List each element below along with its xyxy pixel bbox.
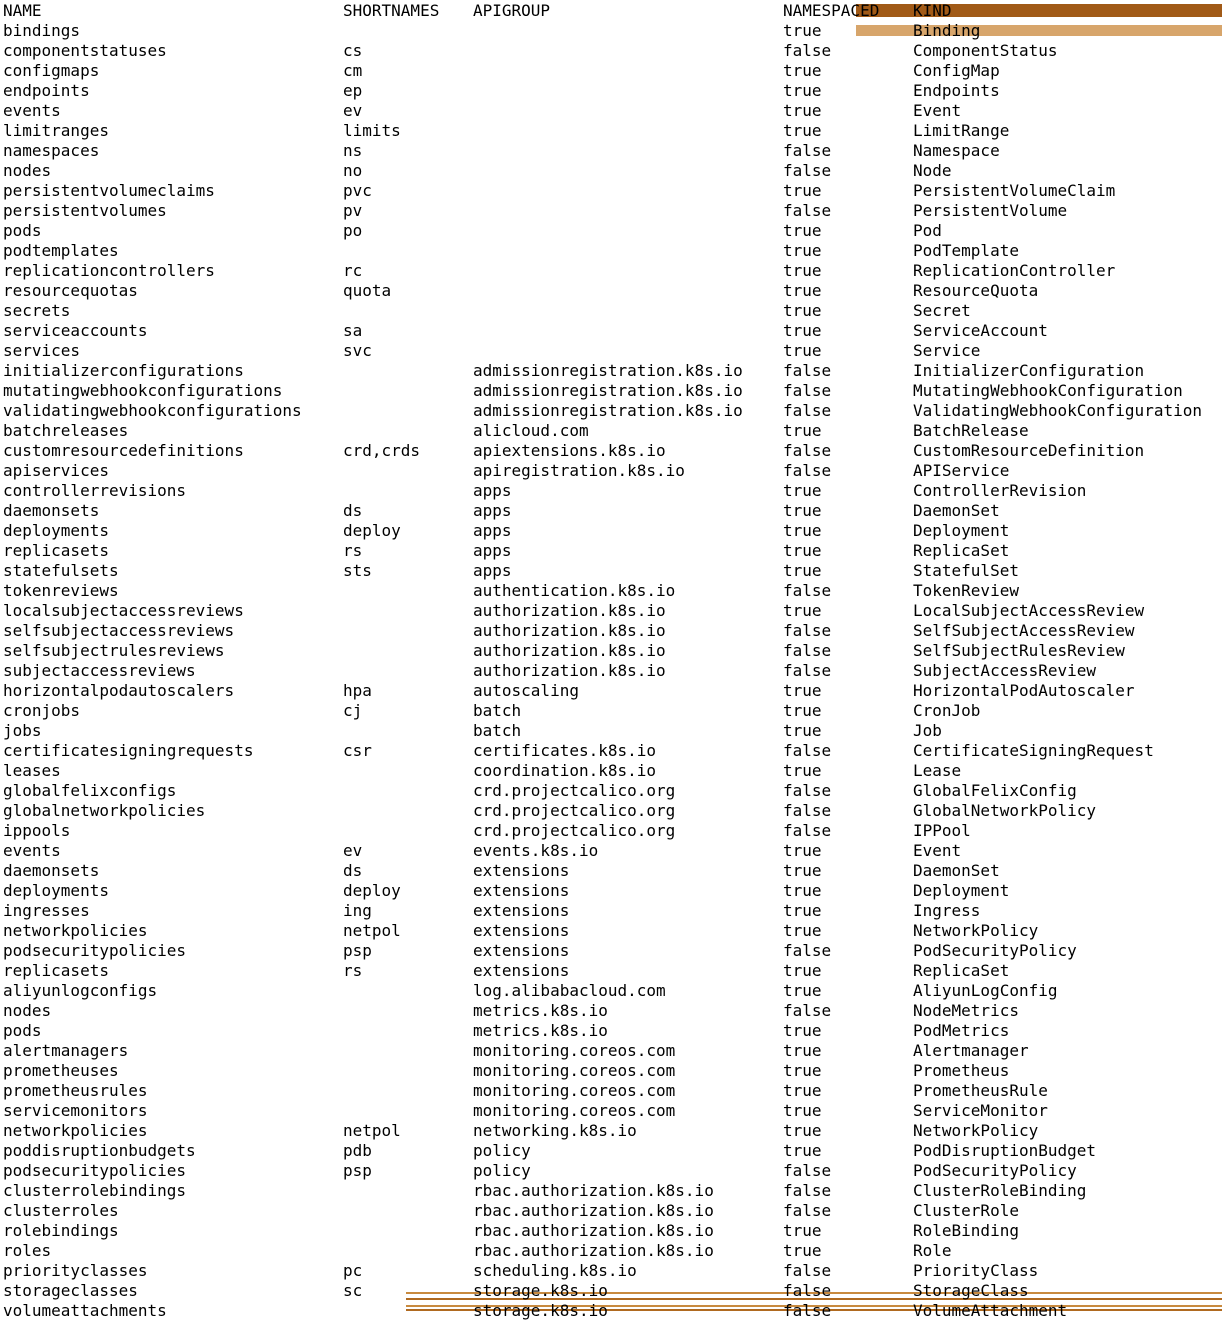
resource-name: cronjobs <box>3 701 81 720</box>
resource-namespaced: false <box>783 801 832 820</box>
resource-kind: SelfSubjectAccessReview <box>913 621 1135 640</box>
resource-name: certificatesigningrequests <box>3 741 254 760</box>
resource-kind: BatchRelease <box>913 421 1029 440</box>
resource-kind: RoleBinding <box>913 1221 1019 1240</box>
resource-kind: PersistentVolume <box>913 201 1068 220</box>
resource-apigroup: apiextensions.k8s.io <box>473 441 666 460</box>
resource-namespaced: false <box>783 641 832 660</box>
resource-name: podsecuritypolicies <box>3 1161 187 1180</box>
resource-namespaced: false <box>783 201 832 220</box>
resource-namespaced: true <box>783 861 822 880</box>
resource-apigroup: storage.k8s.io <box>473 1281 608 1300</box>
resource-namespaced: false <box>783 1001 832 1020</box>
resource-kind: NetworkPolicy <box>913 1121 1039 1140</box>
resource-apigroup: crd.projectcalico.org <box>473 821 676 840</box>
resource-kind: CustomResourceDefinition <box>913 441 1145 460</box>
resource-apigroup: events.k8s.io <box>473 841 599 860</box>
resource-namespaced: true <box>783 1221 822 1240</box>
resource-kind: StorageClass <box>913 1281 1029 1300</box>
header-namespaced: NAMESPACED <box>783 1 880 20</box>
resource-kind: DaemonSet <box>913 861 1000 880</box>
resource-apigroup: authorization.k8s.io <box>473 641 666 660</box>
resource-kind: VolumeAttachment <box>913 1301 1068 1320</box>
resource-namespaced: true <box>783 1061 822 1080</box>
resource-shortnames: ds <box>343 501 363 520</box>
resource-namespaced: false <box>783 1161 832 1180</box>
resource-namespaced: true <box>783 601 822 620</box>
resource-name: rolebindings <box>3 1221 119 1240</box>
resource-apigroup: monitoring.coreos.com <box>473 1101 676 1120</box>
resource-apigroup: apiregistration.k8s.io <box>473 461 685 480</box>
resource-kind: Deployment <box>913 881 1010 900</box>
resource-namespaced: false <box>783 1181 832 1200</box>
resource-kind: ClusterRoleBinding <box>913 1181 1087 1200</box>
resource-apigroup: crd.projectcalico.org <box>473 781 676 800</box>
resource-namespaced: true <box>783 921 822 940</box>
resource-apigroup: rbac.authorization.k8s.io <box>473 1181 714 1200</box>
resource-shortnames: limits <box>343 121 401 140</box>
resource-namespaced: true <box>783 341 822 360</box>
resource-apigroup: rbac.authorization.k8s.io <box>473 1241 714 1260</box>
resource-namespaced: true <box>783 421 822 440</box>
resource-shortnames: rs <box>343 541 363 560</box>
resource-namespaced: false <box>783 141 832 160</box>
resource-name: tokenreviews <box>3 581 119 600</box>
resource-namespaced: false <box>783 361 832 380</box>
resource-name: ingresses <box>3 901 90 920</box>
resource-apigroup: rbac.authorization.k8s.io <box>473 1201 714 1220</box>
resource-apigroup: scheduling.k8s.io <box>473 1261 637 1280</box>
resource-namespaced: false <box>783 781 832 800</box>
resource-name: leases <box>3 761 61 780</box>
resource-name: horizontalpodautoscalers <box>3 681 235 700</box>
resource-namespaced: true <box>783 121 822 140</box>
resource-name: replicationcontrollers <box>3 261 215 280</box>
resource-apigroup: authorization.k8s.io <box>473 661 666 680</box>
resource-namespaced: true <box>783 281 822 300</box>
resource-kind: Namespace <box>913 141 1000 160</box>
resource-namespaced: true <box>783 261 822 280</box>
resource-namespaced: true <box>783 961 822 980</box>
resource-kind: TokenReview <box>913 581 1019 600</box>
resource-kind: PodSecurityPolicy <box>913 1161 1077 1180</box>
resource-name: serviceaccounts <box>3 321 148 340</box>
resource-shortnames: hpa <box>343 681 372 700</box>
resource-name: configmaps <box>3 61 100 80</box>
resource-namespaced: true <box>783 101 822 120</box>
resource-kind: ValidatingWebhookConfiguration <box>913 401 1202 420</box>
resource-kind: PodTemplate <box>913 241 1019 260</box>
resource-shortnames: ep <box>343 81 363 100</box>
resource-namespaced: true <box>783 1041 822 1060</box>
resource-apigroup: metrics.k8s.io <box>473 1021 608 1040</box>
resource-namespaced: false <box>783 1261 832 1280</box>
resource-namespaced: true <box>783 541 822 560</box>
resource-name: clusterroles <box>3 1201 119 1220</box>
resource-name: services <box>3 341 81 360</box>
resource-namespaced: true <box>783 301 822 320</box>
resource-kind: Event <box>913 101 962 120</box>
resource-kind: PriorityClass <box>913 1261 1039 1280</box>
resource-apigroup: authentication.k8s.io <box>473 581 676 600</box>
resource-namespaced: false <box>783 581 832 600</box>
resource-namespaced: true <box>783 1241 822 1260</box>
resource-apigroup: admissionregistration.k8s.io <box>473 381 743 400</box>
resource-kind: ConfigMap <box>913 61 1000 80</box>
resource-apigroup: policy <box>473 1161 531 1180</box>
resource-name: bindings <box>3 21 81 40</box>
resource-shortnames: ds <box>343 861 363 880</box>
resource-name: apiservices <box>3 461 109 480</box>
resource-name: nodes <box>3 161 52 180</box>
resource-kind: ReplicationController <box>913 261 1116 280</box>
resource-shortnames: pvc <box>343 181 372 200</box>
resource-kind: PodDisruptionBudget <box>913 1141 1097 1160</box>
resource-shortnames: deploy <box>343 521 401 540</box>
resource-kind: ControllerRevision <box>913 481 1087 500</box>
resource-shortnames: psp <box>343 1161 372 1180</box>
resource-kind: Prometheus <box>913 1061 1010 1080</box>
resource-name: selfsubjectrulesreviews <box>3 641 225 660</box>
resource-name: replicasets <box>3 961 109 980</box>
resource-kind: PodMetrics <box>913 1021 1010 1040</box>
resource-kind: SelfSubjectRulesReview <box>913 641 1125 660</box>
resource-shortnames: ev <box>343 101 363 120</box>
resource-namespaced: true <box>783 901 822 920</box>
resource-name: ippools <box>3 821 71 840</box>
resource-shortnames: cm <box>343 61 363 80</box>
resource-apigroup: apps <box>473 541 512 560</box>
resource-kind: PodSecurityPolicy <box>913 941 1077 960</box>
resource-name: resourcequotas <box>3 281 138 300</box>
resource-namespaced: true <box>783 521 822 540</box>
resource-name: secrets <box>3 301 71 320</box>
resource-shortnames: deploy <box>343 881 401 900</box>
resource-kind: APIService <box>913 461 1010 480</box>
resource-name: statefulsets <box>3 561 119 580</box>
resource-shortnames: crd,crds <box>343 441 421 460</box>
resource-namespaced: true <box>783 1101 822 1120</box>
resource-kind: GlobalFelixConfig <box>913 781 1077 800</box>
resource-shortnames: psp <box>343 941 372 960</box>
header-kind: KIND <box>913 1 952 20</box>
resource-apigroup: monitoring.coreos.com <box>473 1061 676 1080</box>
resource-kind: Lease <box>913 761 962 780</box>
resource-name: globalfelixconfigs <box>3 781 177 800</box>
resource-apigroup: crd.projectcalico.org <box>473 801 676 820</box>
header-shortnames: SHORTNAMES <box>343 1 440 20</box>
resource-apigroup: extensions <box>473 941 570 960</box>
resource-kind: Job <box>913 721 942 740</box>
resource-kind: NetworkPolicy <box>913 921 1039 940</box>
resource-name: pods <box>3 1021 42 1040</box>
resource-name: customresourcedefinitions <box>3 441 244 460</box>
resource-namespaced: true <box>783 501 822 520</box>
resource-namespaced: false <box>783 741 832 760</box>
resource-namespaced: true <box>783 1121 822 1140</box>
resource-name: pods <box>3 221 42 240</box>
resource-shortnames: netpol <box>343 1121 401 1140</box>
resource-namespaced: false <box>783 661 832 680</box>
resource-apigroup: authorization.k8s.io <box>473 601 666 620</box>
resource-name: clusterrolebindings <box>3 1181 187 1200</box>
resource-name: selfsubjectaccessreviews <box>3 621 235 640</box>
resource-apigroup: metrics.k8s.io <box>473 1001 608 1020</box>
resource-kind: ServiceMonitor <box>913 1101 1048 1120</box>
resource-name: networkpolicies <box>3 921 148 940</box>
resource-kind: AliyunLogConfig <box>913 981 1058 1000</box>
resource-name: priorityclasses <box>3 1261 148 1280</box>
selection-highlight <box>856 25 1222 36</box>
resource-kind: GlobalNetworkPolicy <box>913 801 1097 820</box>
resource-shortnames: po <box>343 221 363 240</box>
header-name: NAME <box>3 1 42 20</box>
resource-kind: Role <box>913 1241 952 1260</box>
resource-namespaced: true <box>783 841 822 860</box>
resource-apigroup: networking.k8s.io <box>473 1121 637 1140</box>
resource-name: alertmanagers <box>3 1041 129 1060</box>
resource-name: events <box>3 841 61 860</box>
resource-shortnames: cj <box>343 701 363 720</box>
resource-shortnames: sa <box>343 321 363 340</box>
resource-shortnames: ing <box>343 901 372 920</box>
resource-kind: HorizontalPodAutoscaler <box>913 681 1135 700</box>
resource-kind: PrometheusRule <box>913 1081 1048 1100</box>
resource-name: prometheuses <box>3 1061 119 1080</box>
resource-shortnames: sc <box>343 1281 363 1300</box>
resource-name: podtemplates <box>3 241 119 260</box>
resource-kind: ResourceQuota <box>913 281 1039 300</box>
resource-apigroup: apps <box>473 561 512 580</box>
resource-kind: DaemonSet <box>913 501 1000 520</box>
resource-kind: ClusterRole <box>913 1201 1019 1220</box>
resource-shortnames: pv <box>343 201 363 220</box>
resource-apigroup: autoscaling <box>473 681 579 700</box>
resource-apigroup: rbac.authorization.k8s.io <box>473 1221 714 1240</box>
resource-apigroup: alicloud.com <box>473 421 589 440</box>
resource-shortnames: rs <box>343 961 363 980</box>
resource-apigroup: extensions <box>473 921 570 940</box>
resource-name: persistentvolumeclaims <box>3 181 215 200</box>
resource-name: podsecuritypolicies <box>3 941 187 960</box>
resource-namespaced: true <box>783 21 822 40</box>
resource-name: prometheusrules <box>3 1081 148 1100</box>
resource-apigroup: certificates.k8s.io <box>473 741 657 760</box>
resource-name: mutatingwebhookconfigurations <box>3 381 283 400</box>
resource-namespaced: true <box>783 561 822 580</box>
resource-namespaced: false <box>783 1281 832 1300</box>
resource-namespaced: true <box>783 221 822 240</box>
resource-name: endpoints <box>3 81 90 100</box>
resource-kind: Endpoints <box>913 81 1000 100</box>
resource-name: componentstatuses <box>3 41 167 60</box>
resource-name: deployments <box>3 521 109 540</box>
resource-namespaced: true <box>783 241 822 260</box>
resource-kind: ReplicaSet <box>913 961 1010 980</box>
resource-name: nodes <box>3 1001 52 1020</box>
resource-namespaced: true <box>783 1021 822 1040</box>
resource-shortnames: quota <box>343 281 392 300</box>
resource-namespaced: true <box>783 721 822 740</box>
resource-shortnames: pdb <box>343 1141 372 1160</box>
resource-kind: Node <box>913 161 952 180</box>
resource-name: poddisruptionbudgets <box>3 1141 196 1160</box>
resource-kind: LocalSubjectAccessReview <box>913 601 1145 620</box>
resource-namespaced: true <box>783 61 822 80</box>
resource-apigroup: authorization.k8s.io <box>473 621 666 640</box>
resource-namespaced: true <box>783 181 822 200</box>
resource-name: subjectaccessreviews <box>3 661 196 680</box>
resource-namespaced: true <box>783 1081 822 1100</box>
resource-name: servicemonitors <box>3 1101 148 1120</box>
selection-highlight <box>856 4 1222 17</box>
resource-namespaced: false <box>783 461 832 480</box>
resource-shortnames: netpol <box>343 921 401 940</box>
resource-kind: Secret <box>913 301 971 320</box>
resource-name: namespaces <box>3 141 100 160</box>
resource-namespaced: false <box>783 401 832 420</box>
resource-apigroup: admissionregistration.k8s.io <box>473 361 743 380</box>
resource-kind: Service <box>913 341 981 360</box>
resource-name: deployments <box>3 881 109 900</box>
resource-kind: SubjectAccessReview <box>913 661 1097 680</box>
resource-namespaced: true <box>783 981 822 1000</box>
resource-namespaced: true <box>783 81 822 100</box>
resource-shortnames: ev <box>343 841 363 860</box>
resource-kind: LimitRange <box>913 121 1010 140</box>
resource-name: replicasets <box>3 541 109 560</box>
resource-kind: Ingress <box>913 901 981 920</box>
resource-name: localsubjectaccessreviews <box>3 601 244 620</box>
resource-name: initializerconfigurations <box>3 361 244 380</box>
resource-name: events <box>3 101 61 120</box>
resource-namespaced: false <box>783 1301 832 1320</box>
resource-kind: Event <box>913 841 962 860</box>
resource-apigroup: extensions <box>473 881 570 900</box>
resource-apigroup: extensions <box>473 901 570 920</box>
resource-namespaced: false <box>783 41 832 60</box>
resource-namespaced: true <box>783 481 822 500</box>
resource-apigroup: admissionregistration.k8s.io <box>473 401 743 420</box>
resource-namespaced: true <box>783 881 822 900</box>
resource-apigroup: apps <box>473 501 512 520</box>
resource-namespaced: false <box>783 621 832 640</box>
resource-apigroup: extensions <box>473 961 570 980</box>
resource-apigroup: apps <box>473 521 512 540</box>
resource-name: daemonsets <box>3 861 100 880</box>
resource-namespaced: false <box>783 941 832 960</box>
resource-namespaced: true <box>783 701 822 720</box>
resource-name: limitranges <box>3 121 109 140</box>
resource-kind: ComponentStatus <box>913 41 1058 60</box>
resource-kind: PersistentVolumeClaim <box>913 181 1116 200</box>
resource-apigroup: apps <box>473 481 512 500</box>
resource-shortnames: cs <box>343 41 363 60</box>
resource-name: aliyunlogconfigs <box>3 981 158 1000</box>
resource-shortnames: rc <box>343 261 363 280</box>
resource-kind: CertificateSigningRequest <box>913 741 1154 760</box>
table-header-row <box>0 1 952 21</box>
resource-name: globalnetworkpolicies <box>3 801 206 820</box>
resource-name: controllerrevisions <box>3 481 187 500</box>
resource-kind: Binding <box>913 21 981 40</box>
resource-apigroup: batch <box>473 701 522 720</box>
resource-namespaced: true <box>783 761 822 780</box>
resource-namespaced: false <box>783 441 832 460</box>
resource-kind: MutatingWebhookConfiguration <box>913 381 1183 400</box>
resource-name: daemonsets <box>3 501 100 520</box>
resource-kind: Deployment <box>913 521 1010 540</box>
resource-apigroup: storage.k8s.io <box>473 1301 608 1320</box>
resource-namespaced: false <box>783 381 832 400</box>
resource-name: networkpolicies <box>3 1121 148 1140</box>
resource-shortnames: pc <box>343 1261 363 1280</box>
resource-name: storageclasses <box>3 1281 138 1300</box>
resource-name: batchreleases <box>3 421 129 440</box>
resource-kind: CronJob <box>913 701 981 720</box>
resource-kind: ReplicaSet <box>913 541 1010 560</box>
resource-shortnames: svc <box>343 341 372 360</box>
resource-shortnames: no <box>343 161 363 180</box>
resource-namespaced: false <box>783 1201 832 1220</box>
resource-kind: NodeMetrics <box>913 1001 1019 1020</box>
resource-apigroup: log.alibabacloud.com <box>473 981 666 1000</box>
resource-name: jobs <box>3 721 42 740</box>
resource-name: persistentvolumes <box>3 201 167 220</box>
resource-name: roles <box>3 1241 52 1260</box>
resource-kind: StatefulSet <box>913 561 1019 580</box>
resource-kind: ServiceAccount <box>913 321 1048 340</box>
resource-namespaced: true <box>783 681 822 700</box>
resource-name: volumeattachments <box>3 1301 167 1320</box>
resource-name: validatingwebhookconfigurations <box>3 401 302 420</box>
resource-shortnames: ns <box>343 141 363 160</box>
resource-apigroup: coordination.k8s.io <box>473 761 657 780</box>
resource-apigroup: monitoring.coreos.com <box>473 1041 676 1060</box>
resource-shortnames: csr <box>343 741 372 760</box>
resource-apigroup: extensions <box>473 861 570 880</box>
resource-shortnames: sts <box>343 561 372 580</box>
resource-kind: InitializerConfiguration <box>913 361 1145 380</box>
resource-apigroup: monitoring.coreos.com <box>473 1081 676 1100</box>
resource-namespaced: false <box>783 161 832 180</box>
resource-kind: Alertmanager <box>913 1041 1029 1060</box>
header-apigroup: APIGROUP <box>473 1 551 20</box>
resource-kind: Pod <box>913 221 942 240</box>
resource-apigroup: policy <box>473 1141 531 1160</box>
resource-kind: IPPool <box>913 821 971 840</box>
resource-namespaced: true <box>783 321 822 340</box>
resource-apigroup: batch <box>473 721 522 740</box>
resource-namespaced: true <box>783 1141 822 1160</box>
resource-namespaced: false <box>783 821 832 840</box>
